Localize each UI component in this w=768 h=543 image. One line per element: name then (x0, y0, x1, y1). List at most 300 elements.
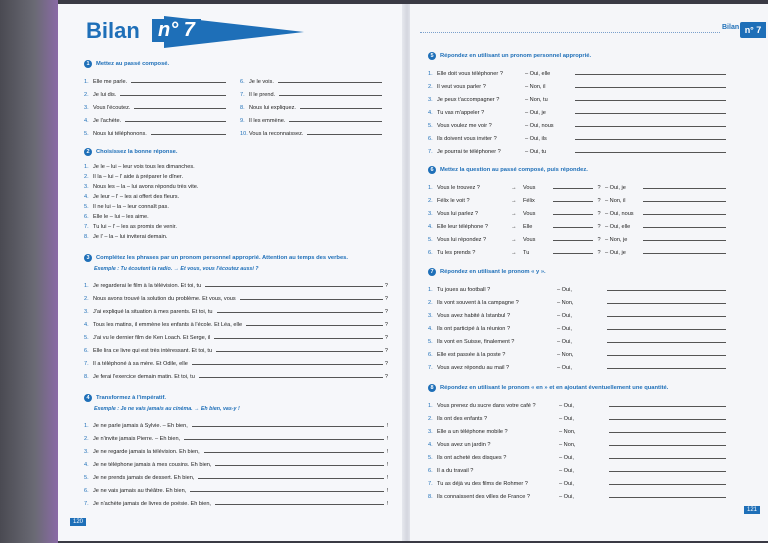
item-answer-start: – Oui, (559, 481, 574, 487)
list-item (428, 280, 728, 293)
answer-line[interactable] (607, 290, 726, 291)
item-number: 1. (84, 283, 89, 289)
exercise-badge: 2 (84, 148, 92, 156)
item-number: 1. (84, 164, 89, 170)
list-item (84, 111, 228, 124)
answer-line[interactable] (607, 303, 726, 304)
item-subject: Vous (523, 211, 536, 217)
item-answer-start: – Non, je (605, 237, 628, 243)
answer-line[interactable] (575, 113, 726, 114)
item-question: Je peux t'accompagner ? (437, 97, 500, 103)
list-item (84, 72, 228, 85)
answer-line[interactable] (643, 214, 726, 215)
item-prompt: Je ne prends jamais de dessert. Eh bien, (93, 475, 195, 481)
list-item (428, 103, 728, 116)
item-prompt: Je ne téléphone jamais à mes cousins. Eh bien, (93, 462, 212, 468)
end-punctuation: ? (384, 322, 388, 328)
end-punctuation: ! (386, 449, 388, 455)
item-prompt: Il a téléphoné à sa mère. Et Odile, elle (93, 361, 188, 367)
exercise-badge: 3 (84, 254, 92, 262)
item-answer-start: – Oui, (559, 468, 574, 474)
item-number: 4. (428, 326, 433, 332)
answer-line[interactable] (575, 152, 726, 153)
list-item (428, 293, 728, 306)
list-item (428, 142, 728, 155)
list-item (84, 220, 344, 230)
list-item (428, 461, 728, 474)
exercise-badge: 5 (428, 52, 436, 60)
item-answer-start: – Oui, (559, 403, 574, 409)
title-text: Bilan (86, 18, 140, 43)
item-number: 2. (84, 92, 89, 98)
exercise-title: Répondez en utilisant un pronom personnel approprié. (440, 53, 592, 59)
list-item (428, 129, 728, 142)
end-punctuation: ? (384, 283, 388, 289)
list-item (428, 77, 728, 90)
question-mark: ? (597, 224, 601, 230)
list-item (240, 85, 384, 98)
answer-line[interactable] (609, 445, 726, 446)
list-item (84, 160, 344, 170)
page-title (86, 16, 286, 50)
item-answer-start: – Oui, nous (605, 211, 634, 217)
answer-line[interactable] (643, 227, 726, 228)
arrow-icon: → (511, 211, 517, 217)
list-item (84, 455, 388, 468)
end-punctuation: ! (386, 501, 388, 507)
item-number: 3. (428, 211, 433, 217)
list-item (84, 468, 388, 481)
question-mark: ? (597, 250, 601, 256)
exercise-title: Mettez la question au passé composé, puis répondez. (440, 167, 588, 173)
title-number: n° 7 (152, 19, 201, 42)
list-item (84, 200, 344, 210)
item-question: Elle leur téléphone ? (437, 224, 489, 230)
answer-line[interactable] (214, 338, 383, 339)
answer-line[interactable] (215, 504, 384, 505)
answer-line[interactable] (607, 342, 726, 343)
list-item (84, 276, 388, 289)
item-number: 6. (84, 488, 89, 494)
list-item (84, 416, 388, 429)
list-item (428, 474, 728, 487)
list-item (428, 448, 728, 461)
item-question: Tu vas m'appeler ? (437, 110, 485, 116)
item-number: 7. (428, 481, 433, 487)
answer-line[interactable] (278, 82, 382, 83)
book-edge (0, 0, 58, 543)
exercise-badge: 1 (84, 60, 92, 68)
end-punctuation: ? (384, 309, 388, 315)
item-number: 5. (84, 475, 89, 481)
item-number: 6. (428, 250, 433, 256)
right-header-tag: n° 7 (740, 22, 766, 38)
item-prompt: Je ne vais jamais au théâtre. Eh bien, (93, 488, 187, 494)
item-prompt: Tous les matins, il emmène les enfants à l'école. Et Léa, elle (93, 322, 243, 328)
item-question: Il veut vous parler ? (437, 84, 486, 90)
end-punctuation: ! (386, 423, 388, 429)
item-answer-start: – Non, tu (525, 97, 548, 103)
list-item (84, 341, 388, 354)
answer-line[interactable] (204, 452, 385, 453)
item-number: 7. (84, 224, 89, 230)
verb-blank[interactable] (553, 201, 593, 202)
answer-line[interactable] (609, 471, 726, 472)
answer-line[interactable] (609, 458, 726, 459)
item-answer-start: – Oui, (557, 313, 572, 319)
answer-line[interactable] (279, 95, 382, 96)
item-number: 2. (84, 436, 89, 442)
list-item (428, 243, 728, 256)
item-answer-start: – Oui, elle (605, 224, 631, 230)
exercise-badge: 6 (428, 166, 436, 174)
exercise-8 (428, 384, 728, 500)
answer-line[interactable] (205, 286, 383, 287)
list-item (84, 442, 388, 455)
item-prompt: Vous la reconnaissez. (249, 131, 304, 137)
list-item (84, 328, 388, 341)
answer-line[interactable] (120, 95, 226, 96)
page-number-right: 121 (744, 506, 760, 514)
item-question: Tu as déjà vu des films de Rohmer ? (437, 481, 528, 487)
item-answer-start: – Non, (557, 352, 574, 358)
item-subject: Vous (523, 237, 536, 243)
item-question: Ils ont des enfants ? (437, 416, 488, 422)
item-answer-start: – Non, (559, 442, 576, 448)
end-punctuation: ! (386, 462, 388, 468)
exercise-2 (84, 148, 344, 240)
verb-blank[interactable] (553, 214, 593, 215)
list-item (428, 306, 728, 319)
item-prompt: J'ai expliqué la situation à mes parents. Et toi, tu (93, 309, 213, 315)
exercise-title: Mettez au passé composé. (96, 61, 170, 67)
list-item (84, 85, 228, 98)
exercise-6 (428, 166, 728, 256)
answer-line[interactable] (125, 121, 226, 122)
answer-line[interactable] (131, 82, 226, 83)
answer-line[interactable] (575, 100, 726, 101)
item-question: Ils connaissent des villes de France ? (437, 494, 530, 500)
item-number: 6. (428, 352, 433, 358)
answer-line[interactable] (609, 432, 726, 433)
item-prompt: Je lui dis. (93, 92, 117, 98)
answer-line[interactable] (190, 491, 384, 492)
answer-line[interactable] (609, 406, 726, 407)
exercise-badge: 4 (84, 394, 92, 402)
item-answer-start: – Non, (559, 429, 576, 435)
exercise-5 (428, 52, 728, 155)
item-question: Vous le trouvez ? (437, 185, 480, 191)
end-punctuation: ! (386, 488, 388, 494)
list-item (240, 111, 384, 124)
item-prompt: Vous l'écoutez. (93, 105, 131, 111)
item-subject: Tu (523, 250, 530, 256)
item-number: 2. (84, 296, 89, 302)
choice-sentence[interactable]: Il la – lui – l' aide à préparer le dîner. (93, 174, 183, 180)
choice-sentence[interactable]: Il ne lui – la – leur connaît pas. (93, 204, 169, 210)
item-number: 3. (84, 449, 89, 455)
item-question: Ils ont participé à la réunion ? (437, 326, 511, 332)
list-item (84, 98, 228, 111)
item-prompt: Nous lui téléphonons. (93, 131, 147, 137)
verb-blank[interactable] (553, 227, 593, 228)
exercise-4 (84, 394, 388, 507)
item-answer-start: – Oui, (559, 494, 574, 500)
list-item (428, 64, 728, 77)
question-mark: ? (597, 237, 601, 243)
item-prompt: Je n'invite jamais Pierre. – Eh bien, (93, 436, 181, 442)
item-number: 4. (428, 442, 433, 448)
arrow-icon: → (511, 185, 517, 191)
answer-line[interactable] (607, 316, 726, 317)
item-number: 5. (84, 131, 89, 137)
item-number: 6. (84, 348, 89, 354)
question-mark: ? (597, 211, 601, 217)
item-number: 1. (428, 403, 433, 409)
item-question: Vous avez habité à Istanbul ? (437, 313, 511, 319)
answer-line[interactable] (607, 329, 726, 330)
item-number: 2. (428, 84, 433, 90)
exercise-example: Exemple : Tu écoutent la radio. → Et vous, vous l'écoutez aussi ? (94, 266, 259, 272)
verb-blank[interactable] (553, 188, 593, 189)
list-item (428, 396, 728, 409)
item-answer-start: – Oui, (559, 455, 574, 461)
choice-sentence[interactable]: Je le – lui – leur vois tous les dimanches. (93, 164, 195, 170)
answer-line[interactable] (289, 121, 382, 122)
item-number: 6. (84, 214, 89, 220)
item-number: 5. (428, 455, 433, 461)
item-prompt: Je n'achète jamais de livres de poésie. Eh bien, (93, 501, 211, 507)
item-question: Elle est passée à la poste ? (437, 352, 506, 358)
list-item (428, 178, 728, 191)
item-answer-start: – Non, il (605, 198, 626, 204)
verb-blank[interactable] (553, 253, 593, 254)
item-subject: Vous (523, 185, 536, 191)
item-number: 9. (240, 118, 245, 124)
question-mark: ? (597, 185, 601, 191)
answer-line[interactable] (643, 188, 726, 189)
list-item (428, 435, 728, 448)
item-question: Elle a un téléphone mobile ? (437, 429, 508, 435)
choice-sentence[interactable]: Nous les – la – lui avons répondu très vite. (93, 184, 199, 190)
item-prompt: J'ai vu le dernier film de Ken Loach. Et Serge, il (93, 335, 211, 341)
item-question: Vous voulez me voir ? (437, 123, 492, 129)
answer-line[interactable] (246, 325, 383, 326)
exercise-title: Complétez les phrases par un pronom personnel approprié. Attention au temps des verbes. (96, 255, 349, 261)
item-number: 4. (84, 194, 89, 200)
item-number: 8. (240, 105, 245, 111)
item-answer-start: – Oui, (559, 416, 574, 422)
item-prompt: Je le vois. (249, 79, 274, 85)
choice-sentence[interactable]: Je leur – l' – les ai offert des fleurs. (93, 194, 180, 200)
answer-line[interactable] (607, 355, 726, 356)
item-prompt: Nous lui expliquez. (249, 105, 296, 111)
answer-line[interactable] (217, 312, 383, 313)
item-subject: Félix (523, 198, 535, 204)
item-number: 3. (84, 184, 89, 190)
item-number: 2. (84, 174, 89, 180)
answer-line[interactable] (192, 364, 383, 365)
item-number: 3. (428, 429, 433, 435)
answer-line[interactable] (307, 134, 382, 135)
answer-line[interactable] (151, 134, 226, 135)
item-number: 3. (84, 309, 89, 315)
answer-line[interactable] (198, 478, 384, 479)
item-question: Tu les prends ? (437, 250, 476, 256)
list-item (428, 358, 728, 371)
item-number: 7. (84, 361, 89, 367)
exercise-example: Exemple : Je ne vais jamais au cinéma. → Eh bien, vas-y ! (94, 406, 240, 412)
item-answer-start: – Non, il (525, 84, 546, 90)
answer-line[interactable] (609, 497, 726, 498)
answer-line[interactable] (300, 108, 382, 109)
choice-sentence[interactable]: Je l' – la – lui inviterai demain. (93, 234, 168, 240)
item-number: 2. (428, 416, 433, 422)
item-answer-start: – Oui, je (605, 185, 626, 191)
item-answer-start: – Non, (557, 300, 574, 306)
item-number: 1. (84, 79, 89, 85)
list-item (84, 302, 388, 315)
right-header-label: Bilan (722, 24, 740, 31)
item-prompt: Je ferai l'exercice demain matin. Et toi, tu (93, 374, 195, 380)
answer-line[interactable] (216, 351, 383, 352)
end-punctuation: ! (386, 475, 388, 481)
item-number: 4. (84, 118, 89, 124)
list-item (84, 170, 344, 180)
item-prompt: Je ne parle jamais à Sylvie. – Eh bien, (93, 423, 188, 429)
answer-line[interactable] (609, 484, 726, 485)
answer-line[interactable] (643, 253, 726, 254)
item-number: 3. (428, 313, 433, 319)
answer-line[interactable] (607, 368, 726, 369)
item-question: Je pourrai te téléphoner ? (437, 149, 501, 155)
answer-line[interactable] (609, 419, 726, 420)
header-rule (420, 32, 720, 33)
arrow-icon: → (511, 237, 517, 243)
item-number: 6. (240, 79, 245, 85)
item-number: 8. (428, 494, 433, 500)
item-number: 5. (84, 335, 89, 341)
choice-sentence[interactable]: Tu lui – l' – les as promis de venir. (93, 224, 177, 230)
list-item (240, 124, 384, 137)
item-question: Ils vont souvent à la campagne ? (437, 300, 519, 306)
end-punctuation: ? (384, 296, 388, 302)
list-item (240, 98, 384, 111)
item-prompt: Elle lira ce livre qui est très intéressant. Et toi, tu (93, 348, 213, 354)
list-item (84, 180, 344, 190)
exercise-title: Transformez à l'impératif. (96, 395, 166, 401)
item-number: 4. (428, 224, 433, 230)
list-item (428, 332, 728, 345)
item-number: 6. (428, 468, 433, 474)
item-number: 7. (428, 365, 433, 371)
answer-line[interactable] (199, 377, 383, 378)
answer-line[interactable] (575, 139, 726, 140)
item-number: 4. (428, 110, 433, 116)
exercise-title: Répondez en utilisant le pronom « y ». (440, 269, 546, 275)
item-number: 2. (428, 300, 433, 306)
item-number: 5. (84, 204, 89, 210)
item-answer-start: – Oui, elle (525, 71, 551, 77)
item-number: 1. (428, 185, 433, 191)
exercise-7 (428, 268, 728, 371)
item-question: Vous lui parlez ? (437, 211, 479, 217)
answer-line[interactable] (643, 201, 726, 202)
item-answer-start: – Oui, (557, 287, 572, 293)
list-item (428, 116, 728, 129)
item-answer-start: – Oui, (557, 339, 572, 345)
exercise-badge: 7 (428, 268, 436, 276)
item-number: 7. (428, 149, 433, 155)
list-item (84, 289, 388, 302)
item-number: 5. (428, 339, 433, 345)
list-item (428, 409, 728, 422)
list-item (428, 230, 728, 243)
item-question: Vous lui répondez ? (437, 237, 487, 243)
item-answer-start: – Oui, (557, 326, 572, 332)
list-item (428, 345, 728, 358)
end-punctuation: ? (384, 335, 388, 341)
item-prompt: Il le prend. (249, 92, 276, 98)
item-question: Tu joues au football ? (437, 287, 491, 293)
item-number: 1. (428, 287, 433, 293)
verb-blank[interactable] (553, 240, 593, 241)
item-number: 5. (428, 237, 433, 243)
item-number: 5. (428, 123, 433, 129)
item-answer-start: – Oui, ils (525, 136, 547, 142)
answer-line[interactable] (643, 240, 726, 241)
item-prompt: Je l'achète. (93, 118, 122, 124)
item-question: Félix le voit ? (437, 198, 470, 204)
answer-line[interactable] (575, 87, 726, 88)
answer-line[interactable] (575, 74, 726, 75)
item-number: 7. (84, 501, 89, 507)
list-item (84, 429, 388, 442)
arrow-icon: → (511, 198, 517, 204)
answer-line[interactable] (192, 426, 385, 427)
answer-line[interactable] (215, 465, 384, 466)
item-question: Vous avez un jardin ? (437, 442, 491, 448)
answer-line[interactable] (240, 299, 383, 300)
list-item (84, 367, 388, 380)
item-number: 2. (428, 198, 433, 204)
answer-line[interactable] (134, 108, 226, 109)
item-prompt: Elle me parle. (93, 79, 128, 85)
item-question: Vous prenez du sucre dans votre café ? (437, 403, 536, 409)
list-item (428, 422, 728, 435)
item-question: Ils doivent vous inviter ? (437, 136, 497, 142)
list-item (428, 204, 728, 217)
exercise-1 (84, 60, 384, 137)
item-number: 7. (240, 92, 245, 98)
item-answer-start: – Oui, je (605, 250, 626, 256)
question-mark: ? (597, 198, 601, 204)
item-number: 10. (240, 131, 248, 137)
list-item (84, 230, 344, 240)
item-number: 6. (428, 136, 433, 142)
exercise-title: Répondez en utilisant le pronom « en » et en ajoutant éventuellement une quantité. (440, 385, 669, 391)
answer-line[interactable] (575, 126, 726, 127)
item-number: 8. (84, 374, 89, 380)
list-item (84, 190, 344, 200)
choice-sentence[interactable]: Elle le – lui – les aime. (93, 214, 149, 220)
end-punctuation: ? (384, 361, 388, 367)
list-item (428, 217, 728, 230)
item-number: 4. (84, 462, 89, 468)
item-number: 3. (84, 105, 89, 111)
list-item (84, 210, 344, 220)
answer-line[interactable] (184, 439, 384, 440)
